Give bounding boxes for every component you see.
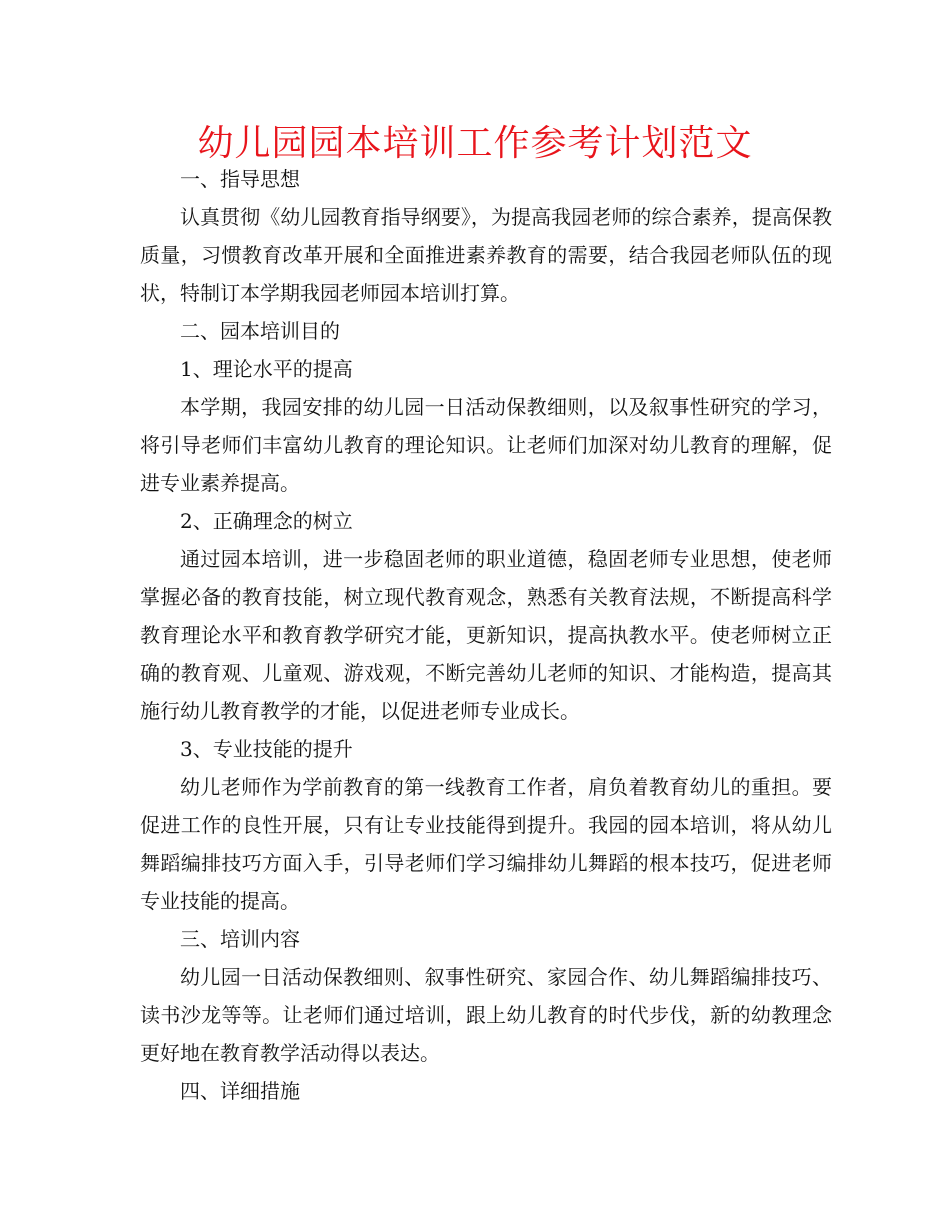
document-title: 幼儿园园本培训工作参考计划范文	[197, 123, 753, 164]
document-body	[140, 160, 832, 1110]
paragraph-professional-skills: 幼儿老师作为学前教育的第一线教育工作者，肩负着教育幼儿的重担。要促进工作的良性开展，只有让专业技能得到提升。我园的园本培训，将从幼儿舞蹈编排技巧方面入手，引导老师们学习编排幼儿舞蹈的根本技巧，促进老师专业技能的提高。	[140, 775, 832, 913]
paragraph-training-content: 幼儿园一日活动保教细则、叙事性研究、家园合作、幼儿舞蹈编排技巧、读书沙龙等等。让老师们通过培训，跟上幼儿教育的时代步伐，新的幼教理念更好地在教育教学活动得以表达。	[140, 965, 832, 1065]
heading-training-content: 三、培训内容	[180, 927, 300, 951]
subheading-professional-skills: 3、专业技能的提升	[180, 737, 353, 761]
heading-training-purpose: 二、园本培训目的	[180, 319, 340, 343]
paragraph-theory-level: 本学期，我园安排的幼儿园一日活动保教细则，以及叙事性研究的学习，将引导老师们丰富幼儿教育的理论知识。让老师们加深对幼儿教育的理解，促进专业素养提高。	[140, 395, 832, 495]
subheading-correct-concepts: 2、正确理念的树立	[180, 509, 353, 533]
heading-guiding-ideology: 一、指导思想	[180, 167, 300, 191]
paragraph-correct-concepts: 通过园本培训，进一步稳固老师的职业道德，稳固老师专业思想，使老师掌握必备的教育技能，树立现代教育观念，熟悉有关教育法规，不断提高科学教育理论水平和教育教学研究才能，更新知识，提高执教水平。使老师树立正确的教育观、儿童观、游戏观，不断完善幼儿老师的知识、才能构造，提高其施行幼儿教育教学的才能，以促进老师专业成长。	[140, 547, 832, 723]
paragraph-guiding-ideology: 认真贯彻《幼儿园教育指导纲要》，为提高我园老师的综合素养，提高保教质量，习惯教育改革开展和全面推进素养教育的需要，结合我园老师队伍的现状，特制订本学期我园老师园本培训打算。	[140, 205, 832, 305]
heading-detailed-measures: 四、详细措施	[180, 1079, 300, 1103]
subheading-theory-level: 1、理论水平的提高	[180, 357, 353, 381]
